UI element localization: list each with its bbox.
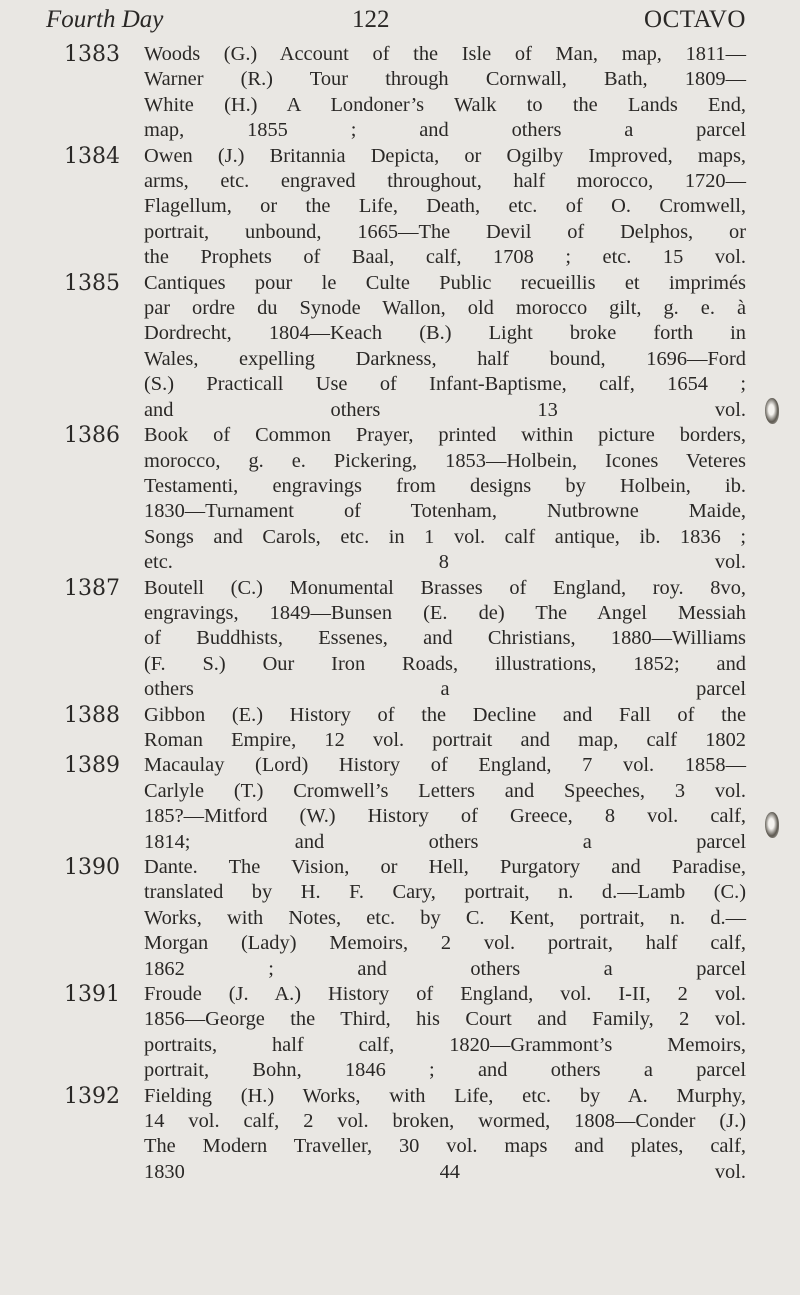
lot-number: 1391 (64, 982, 120, 1008)
lot-description-line: (S.) Practicall Use of Infant-Baptisme, calf, 1654 ; (144, 373, 746, 396)
lot-description-line: others a parcel (144, 678, 746, 701)
lot-description-line: 14 vol. calf, 2 vol. broken, wormed, 1808—Conder (J.) (144, 1110, 746, 1133)
lot-description-line: Songs and Carols, etc. in 1 vol. calf antique, ib. 1836 ; (144, 525, 746, 548)
lot-list (64, 42, 746, 1185)
lot-entry (64, 855, 746, 982)
lot-description-line: Works, with Notes, etc. by C. Kent, portrait, n. d.— (144, 906, 746, 929)
lot-number: 1390 (64, 855, 120, 880)
lot-entry (64, 144, 746, 271)
lot-description-line: Owen (J.) Britannia Depicta, or Ogilby Improved, maps, (144, 144, 746, 167)
lot-description-line: morocco, g. e. Pickering, 1853—Holbein, Icones Veteres (144, 449, 746, 472)
lot-description-line: etc. 8 vol. (144, 551, 746, 574)
lot-entry (64, 982, 746, 1084)
lot-description-line: 1856—George the Third, his Court and Family, 2 vol. (144, 1008, 746, 1031)
lot-description-line: portrait, Bohn, 1846 ; and others a parcel (144, 1059, 746, 1082)
wormhole-mark (765, 398, 779, 424)
lot-number: 1386 (64, 423, 120, 449)
lot-description-line: Testamenti, engravings from designs by Holbein, ib. (144, 474, 746, 497)
lot-description-line: portrait, unbound, 1665—The Devil of Delphos, or (144, 220, 746, 243)
lot-entry (64, 753, 746, 855)
lot-description-line: arms, etc. engraved throughout, half morocco, 1720— (144, 170, 746, 193)
lot-number: 1389 (64, 753, 120, 779)
lot-description-line: Roman Empire, 12 vol. portrait and map, calf 1802 (144, 728, 746, 751)
lot-description-line: Carlyle (T.) Cromwell’s Letters and Speeches, 3 vol. (144, 779, 746, 802)
lot-description-line: Woods (G.) Account of the Isle of Man, map, 1811— (144, 43, 746, 65)
lot-number: 1392 (64, 1083, 120, 1109)
lot-description-line: Gibbon (E.) History of the Decline and Fall of the (144, 703, 746, 726)
lot-description-line: Wales, expelling Darkness, half bound, 1696—Ford (144, 347, 746, 370)
lot-description-line: Macaulay (Lord) History of England, 7 vol. 1858— (144, 754, 746, 777)
lot-description-line: 185?—Mitford (W.) History of Greece, 8 vol. calf, (144, 805, 746, 828)
lot-description-line: portraits, half calf, 1820—Grammont’s Memoirs, (144, 1033, 746, 1056)
lot-description-line: Dordrecht, 1804—Keach (B.) Light broke forth in (144, 322, 746, 345)
lot-number: 1385 (64, 270, 120, 296)
lot-entry (64, 1084, 746, 1186)
lot-description-line: Dante. The Vision, or Hell, Purgatory and Paradise, (144, 856, 746, 878)
lot-description-line: translated by H. F. Cary, portrait, n. d.—Lamb (C.) (144, 881, 746, 904)
lot-number: 1384 (64, 143, 120, 169)
lot-description-line: Cantiques pour le Culte Public recueillis et imprimés (144, 271, 746, 294)
page-number: 122 (352, 6, 390, 33)
lot-number: 1388 (64, 702, 120, 728)
lot-description-line: par ordre du Synode Wallon, old morocco gilt, g. e. à (144, 297, 746, 320)
lot-description-line: of Buddhists, Essenes, and Christians, 1880—Williams (144, 627, 746, 650)
lot-description-line: Boutell (C.) Monumental Brasses of England, roy. 8vo, (144, 576, 746, 599)
lot-description-line: the Prophets of Baal, calf, 1708 ; etc. 15 vol. (144, 246, 746, 269)
lot-number: 1383 (64, 42, 120, 67)
wormhole-mark (765, 812, 779, 838)
lot-number: 1387 (64, 575, 120, 601)
lot-description-line: White (H.) A Londoner’s Walk to the Lands End, (144, 93, 746, 116)
lot-description-line: 1862 ; and others a parcel (144, 957, 746, 980)
lot-entry (64, 576, 746, 703)
lot-description-line: Froude (J. A.) History of England, vol. I-II, 2 vol. (144, 983, 746, 1006)
lot-description-line: 1830 44 vol. (144, 1160, 746, 1183)
lot-description-line: and others 13 vol. (144, 398, 746, 421)
lot-description-line: 1814; and others a parcel (144, 830, 746, 853)
lot-description-line: 1830—Turnament of Totenham, Nutbrowne Maide, (144, 500, 746, 523)
lot-description-line: Flagellum, or the Life, Death, etc. of O. Cromwell, (144, 195, 746, 218)
lot-entry (64, 42, 746, 144)
lot-entry (64, 271, 746, 423)
lot-description-line: The Modern Traveller, 30 vol. maps and plates, calf, (144, 1135, 746, 1158)
page-header (46, 6, 746, 36)
lot-description-line: engravings, 1849—Bunsen (E. de) The Angel Messiah (144, 601, 746, 624)
running-head-day: Fourth Day (46, 6, 164, 33)
lot-description-line: Fielding (H.) Works, with Life, etc. by A. Murphy, (144, 1084, 746, 1107)
lot-description-line: Warner (R.) Tour through Cornwall, Bath, 1809— (144, 68, 746, 91)
lot-entry (64, 423, 746, 575)
lot-description-line: Book of Common Prayer, printed within picture borders, (144, 424, 746, 447)
lot-description-line: Morgan (Lady) Memoirs, 2 vol. portrait, half calf, (144, 932, 746, 955)
lot-entry (64, 703, 746, 754)
running-head-section: OCTAVO (644, 6, 746, 33)
lot-description-line: map, 1855 ; and others a parcel (144, 119, 746, 142)
lot-description-line: (F. S.) Our Iron Roads, illustrations, 1852; and (144, 652, 746, 675)
